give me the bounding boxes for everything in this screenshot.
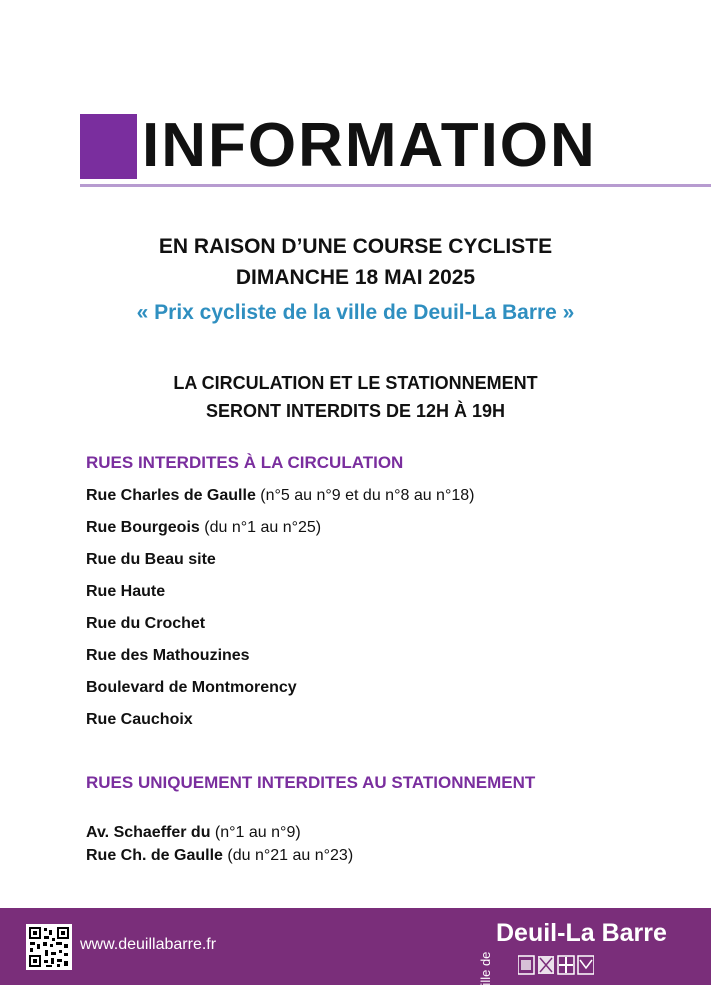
parking-streets-title: RUES UNIQUEMENT INTERDITES AU STATIONNEMENT <box>86 773 536 792</box>
notice-line-1: LA CIRCULATION ET LE STATIONNEMENT <box>173 373 538 393</box>
street-item: Rue Ch. de Gaulle (du n°21 au n°23) <box>86 847 354 864</box>
announcement-date: DIMANCHE 18 MAI 2025 <box>235 266 476 289</box>
page-title: INFORMATION <box>142 111 597 180</box>
coat-of-arms-icon <box>518 954 594 981</box>
qr-code-icon[interactable] <box>26 924 72 970</box>
logo-name: Deuil-La Barre <box>496 919 667 947</box>
street-item: Rue Cauchoix <box>86 711 193 728</box>
announcement-line-1: EN RAISON D’UNE COURSE CYCLISTE <box>158 235 553 258</box>
street-item: Boulevard de Montmorency <box>86 679 297 696</box>
street-item: Rue Charles de Gaulle (n°5 au n°9 et du n°8 au n°18) <box>86 487 475 504</box>
street-item: Av. Schaeffer du (n°1 au n°9) <box>86 824 301 841</box>
title-divider <box>80 184 711 187</box>
street-item: Rue des Mathouzines <box>86 647 250 664</box>
street-item: Rue du Crochet <box>86 615 206 632</box>
title-accent-square <box>80 114 137 179</box>
website-link[interactable]: www.deuillabarre.fr <box>80 936 217 953</box>
notice-line-2: SERONT INTERDITS DE 12H À 19H <box>205 401 506 421</box>
street-item: Rue Haute <box>86 583 166 600</box>
footer-band <box>0 908 711 994</box>
title-block <box>80 111 711 194</box>
event-name: « Prix cycliste de la ville de Deuil-La Barre » <box>136 301 575 324</box>
closed-streets-title: RUES INTERDITES À LA CIRCULATION <box>86 453 404 472</box>
city-logo <box>476 912 706 994</box>
street-item: Rue Bourgeois (du n°1 au n°25) <box>86 519 322 536</box>
logo-prefix: Ville de <box>478 951 493 994</box>
street-item: Rue du Beau site <box>86 551 216 568</box>
